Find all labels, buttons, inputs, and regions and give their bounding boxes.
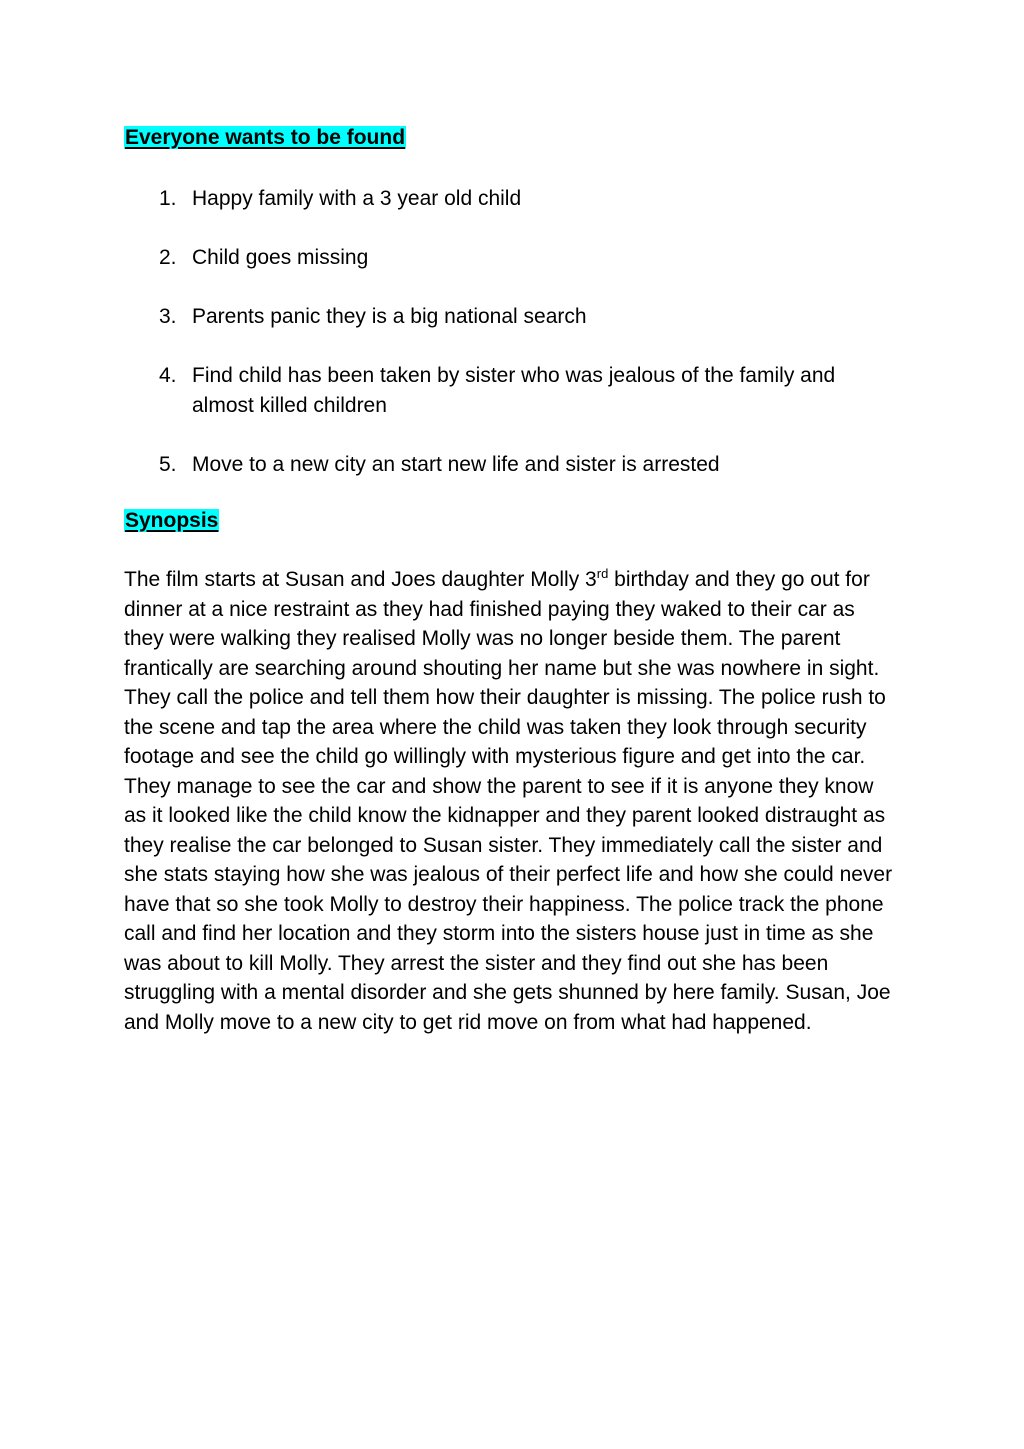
ordinal-superscript: rd — [596, 566, 609, 581]
list-item-number: 4. — [159, 364, 177, 387]
document-title-text: Everyone wants to be found — [125, 126, 406, 149]
list-item-text: Move to a new city an start new life and sister is arrested — [192, 452, 720, 476]
list-item-text: Child goes missing — [192, 246, 369, 269]
plot-outline-list — [155, 184, 895, 509]
list-item-number: 3. — [159, 305, 177, 328]
synopsis-paragraph — [124, 565, 899, 1037]
list-item — [155, 450, 895, 480]
list-item — [155, 243, 895, 273]
list-item-text: Parents panic they is a big national search — [192, 305, 587, 328]
synopsis-heading — [124, 508, 219, 534]
synopsis-heading-text: Synopsis — [125, 509, 219, 532]
list-item — [155, 361, 895, 420]
list-item — [155, 302, 895, 332]
synopsis-text-rest: birthday and they go out for dinner at a nice restraint as they had finished paying they waked to their car as they were walking they realised Molly was no longer beside them. The parent frantically are searching around shouting her name but she was nowhere in sight. They call the police and tell them how their daughter is missing. The police rush to the scene and tap the area where the child was taken they look through security footage and see the child go willingly with mysterious figure and get into the car. They manage to see the car and show the parent to see if it is anyone they know as it looked like the child know the kidnapper and they parent looked distraught as they realise the car belonged to Susan sister. They immediately call the sister and she stats staying how she was jealous of their perfect life and how she could never have that so she took Molly to destroy their happiness. The police track the phone call and find her location and they storm into the sisters house just in time as she was about to kill Molly. They arrest the sister and they find out she has been struggling with a mental disorder and she gets shunned by here family. Susan, Joe and Molly move to a new city to get rid move on from what had happened. — [124, 568, 893, 1034]
synopsis-text-start: The film starts at Susan and Joes daughter Molly 3 — [124, 568, 597, 591]
list-item-number: 2. — [159, 246, 177, 269]
list-item-number: 5. — [159, 452, 177, 476]
list-item-text: Find child has been taken by sister who was jealous of the family and almost killed children — [192, 364, 836, 417]
list-item-text: Happy family with a 3 year old child — [192, 187, 522, 210]
list-item — [155, 184, 895, 214]
list-item-number: 1. — [159, 187, 177, 210]
document-title — [124, 125, 406, 151]
